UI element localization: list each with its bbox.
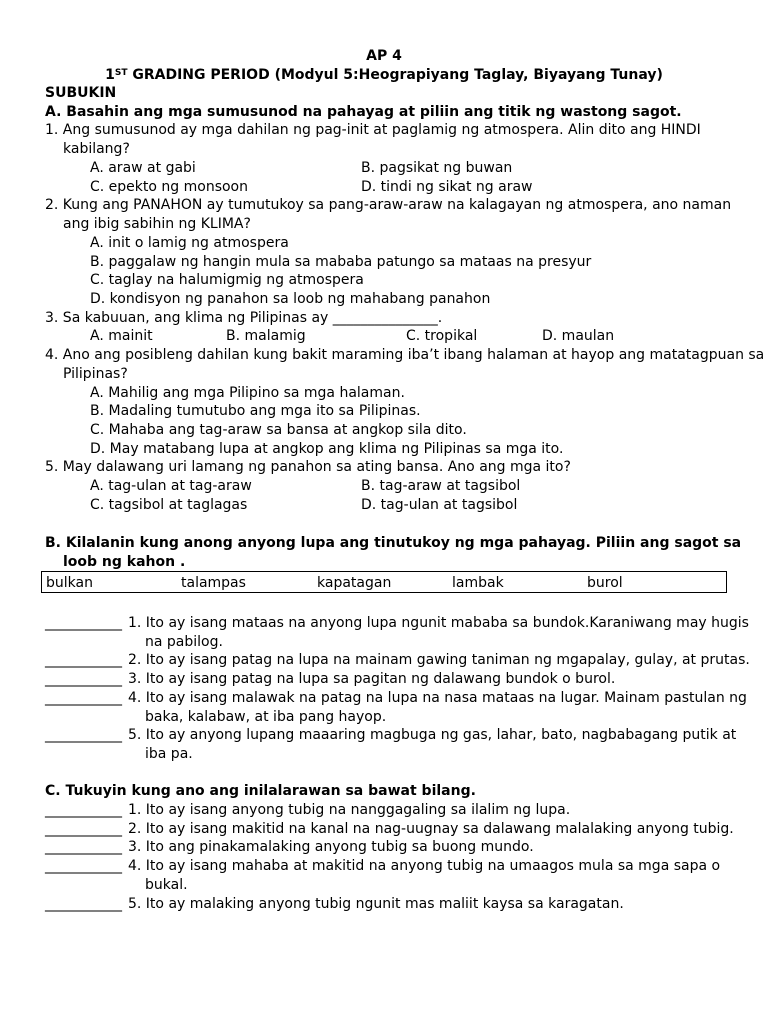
b-item-1: 1. Ito ay isang mataas na anyong lupa ngunit mababa sa bundok.Karaniwang may hugis	[128, 615, 749, 631]
b-item-5-cont: iba pa.	[145, 746, 193, 762]
q2-option-a: A. init o lamig ng atmospera	[90, 235, 289, 251]
grading-text: GRADING PERIOD (Modyul 5:Heograpiyang Taglay, Biyayang Tunay)	[127, 67, 663, 83]
q5-option-a: A. tag-ulan at tag-araw	[90, 478, 252, 494]
q3-option-d: D. maulan	[542, 328, 615, 344]
q1-option-c: C. epekto ng monsoon	[90, 179, 248, 195]
c-item-1: 1. Ito ay isang anyong tubig na nanggagaling sa ilalim ng lupa.	[128, 802, 571, 818]
q4-option-c: C. Mahaba ang tag-araw sa bansa at angkop sila dito.	[90, 422, 467, 438]
q4-option-b: B. Madaling tumutubo ang mga ito sa Pilipinas.	[90, 403, 421, 419]
b-item-5: 5. Ito ay anyong lupang maaaring magbuga ng gas, lahar, bato, nagbabagang putik at	[128, 727, 737, 743]
b-answer-blank-4[interactable]: ___________	[45, 690, 122, 706]
c-answer-blank-4[interactable]: ___________	[45, 858, 122, 874]
b-answer-blank-5[interactable]: ___________	[45, 727, 122, 743]
b-item-2: 2. Ito ay isang patag na lupa na mainam gawing taniman ng mgapalay, gulay, at prutas.	[128, 652, 750, 668]
q3-option-b: B. malamig	[226, 328, 306, 344]
question-5-text: 5. May dalawang uri lamang ng panahon sa ating bansa. Ano ang mga ito?	[45, 459, 571, 475]
b-item-1-cont: na pabilog.	[145, 634, 223, 650]
choice-burol: burol	[587, 575, 623, 591]
section-c-title: C. Tukuyin kung ano ang inilalarawan sa bawat bilang.	[45, 783, 476, 799]
question-1-text: 1. Ang sumusunod ay mga dahilan ng pag-init at paglamig ng atmospera. Alin dito ang HINDI	[45, 122, 701, 138]
question-4-text: 4. Ano ang posibleng dahilan kung bakit maraming iba’t ibang halaman at hayop ang matatagpuan sa	[45, 347, 765, 363]
grading-number: 1	[105, 67, 115, 83]
b-answer-blank-3[interactable]: ___________	[45, 671, 122, 687]
choice-talampas: talampas	[181, 575, 246, 591]
question-2-text: 2. Kung ang PANAHON ay tumutukoy sa pang-araw-araw na kalagayan ng atmospera, ano naman	[45, 197, 732, 213]
q2-option-b: B. paggalaw ng hangin mula sa mababa patungo sa mataas na presyur	[90, 254, 592, 270]
question-2-text-cont: ang ibig sabihin ng KLIMA?	[63, 216, 251, 232]
section-b-title: B. Kilalanin kung anong anyong lupa ang tinutukoy ng mga pahayag. Piliin ang sagot sa	[45, 535, 742, 551]
c-answer-blank-1[interactable]: ___________	[45, 802, 122, 818]
q2-option-d: D. kondisyon ng panahon sa loob ng mahabang panahon	[90, 291, 491, 307]
q1-option-d: D. tindi ng sikat ng araw	[361, 179, 533, 195]
c-item-3: 3. Ito ang pinakamalaking anyong tubig sa buong mundo.	[128, 839, 534, 855]
subject-title: AP 4	[366, 48, 402, 64]
question-3-text: 3. Sa kabuuan, ang klima ng Pilipinas ay _______________.	[45, 310, 443, 326]
c-item-4-cont: bukal.	[145, 877, 188, 893]
q5-option-c: C. tagsibol at taglagas	[90, 497, 248, 513]
q2-option-c: C. taglay na halumigmig ng atmospera	[90, 272, 364, 288]
section-b-title-cont: loob ng kahon .	[63, 554, 186, 570]
q4-option-a: A. Mahilig ang mga Pilipino sa mga halaman.	[90, 385, 405, 401]
b-answer-blank-2[interactable]: ___________	[45, 652, 122, 668]
choices-box	[41, 571, 727, 593]
c-answer-blank-5[interactable]: ___________	[45, 896, 122, 912]
q1-option-b: B. pagsikat ng buwan	[361, 160, 513, 176]
subukin-heading: SUBUKIN	[45, 85, 117, 101]
b-answer-blank-1[interactable]: ___________	[45, 615, 122, 631]
choice-kapatagan: kapatagan	[317, 575, 392, 591]
c-item-4: 4. Ito ay isang mahaba at makitid na anyong tubig na umaagos mula sa mga sapa o	[128, 858, 721, 874]
c-item-2: 2. Ito ay isang makitid na kanal na nag-uugnay sa dalawang malalaking anyong tubig.	[128, 821, 734, 837]
q3-option-a: A. mainit	[90, 328, 153, 344]
c-item-5: 5. Ito ay malaking anyong tubig ngunit mas maliit kaysa sa karagatan.	[128, 896, 624, 912]
choice-bulkan: bulkan	[46, 575, 93, 591]
c-answer-blank-2[interactable]: ___________	[45, 821, 122, 837]
grading-superscript: ST	[114, 68, 128, 78]
q5-option-b: B. tag-araw at tagsibol	[361, 478, 521, 494]
q5-option-d: D. tag-ulan at tagsibol	[361, 497, 518, 513]
section-a-title: A. Basahin ang mga sumusunod na pahayag at piliin ang titik ng wastong sagot.	[45, 104, 682, 120]
grading-period-title	[0, 66, 768, 84]
c-answer-blank-3[interactable]: ___________	[45, 839, 122, 855]
question-1-text-cont: kabilang?	[63, 141, 130, 157]
choice-lambak: lambak	[452, 575, 504, 591]
q3-option-c: C. tropikal	[406, 328, 478, 344]
b-item-4: 4. Ito ay isang malawak na patag na lupa na nasa mataas na lugar. Mainam pastulan ng	[128, 690, 747, 706]
b-item-3: 3. Ito ay isang patag na lupa sa pagitan ng dalawang bundok o burol.	[128, 671, 616, 687]
q1-option-a: A. araw at gabi	[90, 160, 196, 176]
q4-option-d: D. May matabang lupa at angkop ang klima ng Pilipinas sa mga ito.	[90, 441, 564, 457]
question-4-text-cont: Pilipinas?	[63, 366, 128, 382]
b-item-4-cont: baka, kalabaw, at iba pang hayop.	[145, 709, 387, 725]
